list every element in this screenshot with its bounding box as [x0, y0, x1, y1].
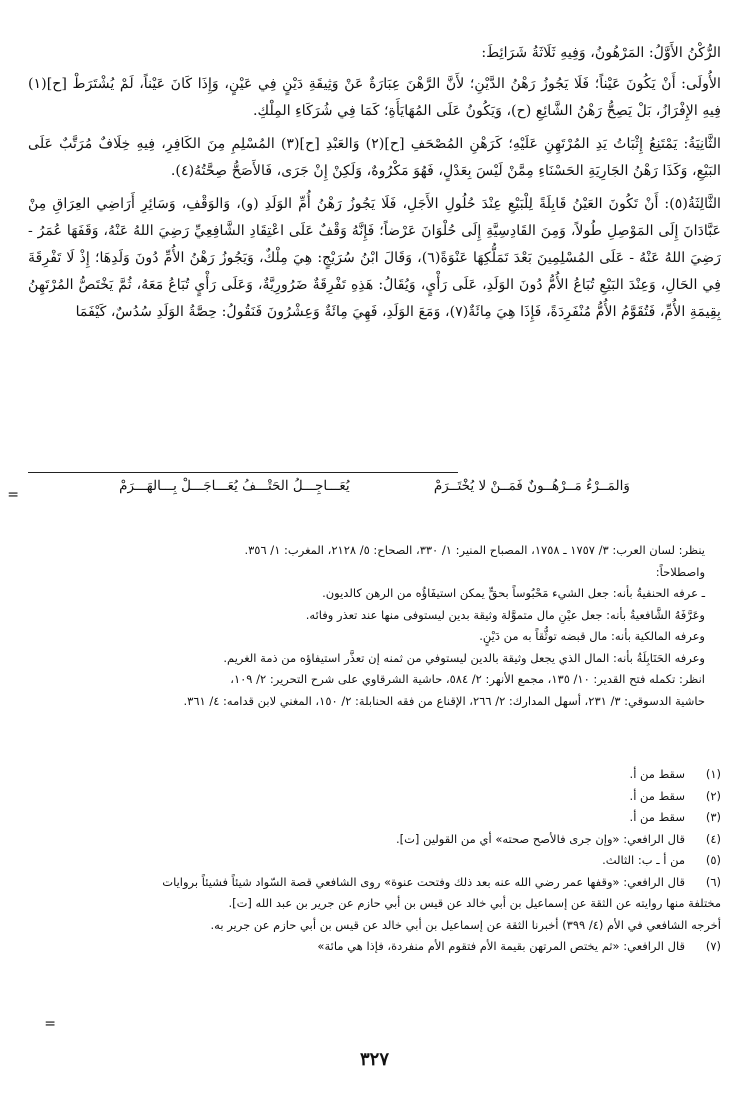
footnote-item	[28, 764, 721, 786]
footnote-text: سقط من أ.	[629, 810, 685, 824]
poetry-verse	[60, 478, 689, 494]
note-line: حاشية الدسوقي: ٣/ ٢٣١، أسهل المدارك: ٢/ ٢٦٦، الإقناع من فقه الحنابلة: ٢/ ١٥٠، المغني لابن قدامه: ٤/ ٣٦١.	[183, 693, 705, 708]
footnote-item	[28, 829, 721, 851]
footnote-item	[28, 872, 721, 894]
section-heading: الرُّكْنُ الأَوَّلُ: المَرْهُونُ، وَفِيهِ ثَلَاثَةُ شَرَائِطَ:	[481, 45, 721, 61]
paragraph-third-condition: الثَّالِثَةُ(٥): أَنْ تَكُونَ العَيْنُ قَابِلَةً لِلْبَيْعِ عِنْدَ حُلُولِ الأَجَلِ، فَلَا يَجُوزُ رَهْنُ أُمِّ الوَلَدِ (و)، وَالوَقْفِ، وَسَائِرِ أَرَاضِي العِرَاقِ مِنْ عَبَّادَانَ إِلَى المَوْصِلِ طُولاً، وَمِنَ القَادِسِيَّةِ إِلَى حُلْوَانَ عَرْضاً؛ فَإِنَّهُ وَقْفٌ عَلَى اعْتِقَادِ الشَّافِعِيِّ رَضِيَ اللهُ عَنْهُ، وَقَفَهَا عُمَرُ - رَضِيَ اللهُ عَنْهُ - عَلَى المُسْلِمِينَ بَعْدَ تَمَلُّكِهَا عَنْوَةً(٦)، وَقَالَ ابْنُ سُرَيْجٍ: هِيَ مِلْكٌ، وَيَجُوزُ رَهْنُ الأُمِّ دُونَ وَلَدِهَا؛ إِذْ لَا تَفْرِقَةَ فِي الحَالِ، وَعِنْدَ البَيْعِ تُبَاعُ الأُمُّ دُونَ الوَلَدِ، عَلَى رَأْيٍ، وَيُقَالُ: هَذِهِ تَفْرِقَةٌ ضَرُورِيَّةٌ، وَعَلَى رَأْيٍ تُبَاعُ مَعَهُ، ثُمَّ يَخْتَصُّ المُرْتَهِنُ بِقِيمَةِ الأُمِّ، فَتُقَوَّمُ الأُمُّ مُنْفَرِدَةً، فَإِذَا هِيَ مِائَةٌ(٧)، وَمَعَ الوَلَدِ، فَهِيَ مِائَةٌ وَعِشْرُونَ فَنَقُولُ: حِصَّةُ الوَلَدِ سُدُسٌ، كَيْفَمَا	[28, 196, 722, 320]
note-line: ـ عرفه الحنفيةُ بأنه: جعل الشيء مَحْبُوساً بحقٍّ يمكن استيفَاؤُه من الرهن كالديون.	[322, 586, 705, 600]
footnote-continuation: أخرجه الشافعي في الأم (٤/ ٣٩٩) أخبرنا الثقة عن إسماعيل بن أبي خالد عن قيس بن أبي حازم عن جرير به.	[210, 917, 721, 932]
footnote-separator	[28, 472, 458, 473]
footnote-number: (٧)	[705, 939, 721, 953]
note-line: ينظر: لسان العرب: ٣/ ١٧٥٧ ـ ١٧٥٨، المصباح المنير: ١/ ٣٣٠، الصحاح: ٥/ ٢١٢٨، المغرب: ١/ ٣٥٦.	[244, 543, 705, 557]
note-line: وعرفه المالكية بأنه: مال قبضه توثُّقاً به من دَيْنٍ.	[479, 629, 705, 643]
footnote-item	[28, 936, 721, 958]
footnote-number: (٥)	[705, 853, 721, 867]
verse-second-hemistich: يُعَـــاجِـــلُ الحَتْـــفُ يُعَـــاجَـــلْ بِـــالهَـــرَمْ	[119, 478, 350, 494]
note-line: واصطلاحاً:	[655, 564, 705, 579]
footnote-item	[28, 786, 721, 808]
note-line: وعرفه الحَنَابِلَةُ بأنه: المال الذي يجعل وثيقة بالدين ليستوفي من ثمنه إن تعذَّر استيفاؤه من ذمة الغريم.	[223, 650, 705, 665]
footnote-item	[28, 850, 721, 872]
footnote-continuation: مختلفة منها روايته عن الثقة عن إسماعيل بن أبي خالد عن قيس بن أبي حازم عن جرير بن عبد الله [ت].	[228, 896, 721, 910]
footnote-number: (٣)	[705, 810, 721, 824]
paragraph-first-condition: الأُولَى: أَنْ يَكُونَ عَيْناً؛ فَلَا يَجُوزُ رَهْنُ الدَّيْنِ؛ لأَنَّ الرَّهْنَ عِبَارَةٌ عَنْ وَثِيقَةِ دَيْنٍ فِي عَيْنٍ، وَإِذَا كَانَ عَيْناً، لَمْ يُشْتَرَطْ [ح](١) فِيهِ الإِفْرَازُ، بَلْ يَصِحُّ رَهْنُ الشَّائِعِ (ح)، وَيَكُونُ عَلَى المُهَايَأَةِ؛ كَمَا فِي شُرَكَاءِ المِلْكِ.	[28, 76, 721, 119]
footnote-text: قال الرافعي: «ثم يختص المرتهن بقيمة الأم فتقوم الأم منفردة، فإذا هي مائة»	[317, 939, 685, 953]
note-line: وعَرَّفَهُ الشَّافعيةُ بأنه: جعل عيْنِ مال متموَّلة وثيقة بدين ليستوفى منها عند تعذر وفائه.	[305, 607, 705, 622]
footnote-text: قال الرافعي: «وإن جرى فالأصح صحته» أي من القولين [ت].	[395, 831, 685, 846]
definition-notes	[28, 540, 705, 712]
footnote-text: قال الرافعي: «وقفها عمر رضي الله عنه بعد ذلك وفتحت عنوة» روى الشافعي قصة السّواد شيئاً فشيئاً بروايات	[162, 874, 685, 889]
footnote-text: سقط من أ.	[629, 767, 685, 781]
footnote-number: (٢)	[705, 788, 721, 803]
footnote-number: (٦)	[705, 874, 721, 889]
continuation-mark-footnote: =	[44, 1016, 56, 1032]
note-line: انظر: تكمله فتح القدير: ١٠/ ١٣٥، مجمع الأنهر: ٢/ ٥٨٤، حاشية الشرقاوي على شرح التحرير: ٢/ ١٠٩،	[230, 672, 705, 686]
footnote-item	[28, 807, 721, 829]
page-number: ٣٢٧	[359, 1049, 389, 1070]
main-text	[28, 40, 721, 332]
footnote-text: سقط من أ.	[629, 788, 685, 803]
footnote-number: (١)	[705, 767, 721, 781]
footnote-text: من أ ـ ب: الثالث.	[602, 853, 685, 867]
paragraph-second-condition: الثَّانِيَةُ: يَمْتَنِعُ إِثْبَاتُ يَدِ المُرْتَهِنِ عَلَيْهِ؛ كَرَهْنِ المُصْحَفِ [ح](٢) وَالعَبْدِ [ح](٣) المُسْلِمِ مِنَ الكَافِرِ، فِيهِ خِلَافٌ مُرَتَّبٌ عَلَى البَيْعِ، وَكَذَا رَهْنُ الجَارِيَةِ الحَسْنَاءِ مِمَّنْ لَيْسَ بِعَدْلٍ، فَهُوَ مَكْرُوهٌ، وَلَكِنْ إِنْ جَرَى، فَالأَصَحُّ صِحَّتُهُ(٤).	[28, 136, 721, 179]
footnote-number: (٤)	[705, 831, 721, 846]
verse-first-hemistich: وَالمَــرْءُ مَــرْهُــونٌ فَمَــنْ لا يُخْتَــرَمْ	[433, 478, 630, 494]
continuation-mark-verse: =	[7, 487, 19, 503]
footnotes	[28, 764, 721, 958]
